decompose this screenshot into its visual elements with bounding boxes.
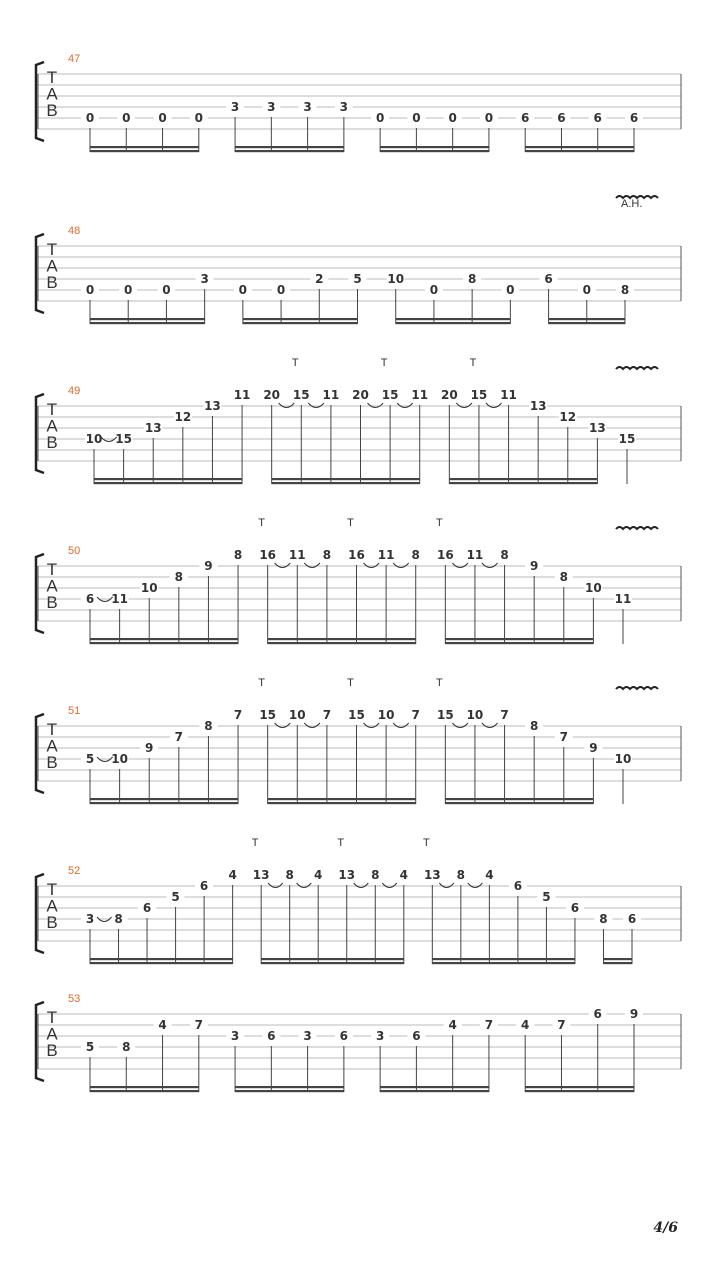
fret-number: 6 [521, 111, 530, 125]
beam-secondary [272, 478, 420, 480]
tap-marker: T [380, 357, 388, 369]
fret-number: 13 [529, 399, 547, 413]
fret-number: 0 [484, 111, 494, 125]
fret-number: 3 [267, 100, 276, 114]
fret-number: 0 [158, 111, 167, 125]
fret-number: 6 [339, 1029, 349, 1043]
fret-number: 6 [199, 879, 209, 893]
fret-number: 8 [322, 548, 332, 562]
tie-arc [393, 723, 409, 728]
tie-arc [297, 883, 312, 888]
fret-number: 8 [122, 1040, 131, 1054]
fret-number: 10 [387, 272, 405, 286]
fret-number: 10 [111, 752, 128, 766]
tap-marker: T [422, 837, 430, 849]
tab-clef-letter: B [46, 1041, 58, 1060]
beam-primary [235, 1090, 344, 1092]
fret-number: 8 [500, 548, 509, 562]
fret-number: 0 [582, 283, 591, 297]
fret-number: 16 [259, 548, 277, 562]
fret-number: 11 [233, 388, 251, 402]
fret-number: 8 [456, 868, 466, 882]
fret-number: 15 [115, 432, 132, 446]
tie-arc [268, 883, 283, 888]
fret-number: 10 [585, 581, 602, 595]
fret-number: 7 [174, 730, 184, 744]
beam-primary [268, 802, 416, 804]
fret-number: 3 [85, 912, 95, 926]
measure-number: 52 [68, 865, 81, 877]
artificial-harmonic-label: A.H. [621, 198, 643, 210]
tab-clef-letter: B [46, 101, 58, 120]
fret-number: 0 [194, 111, 203, 125]
beam-secondary [235, 1086, 344, 1088]
beam-primary [603, 962, 632, 964]
fret-number: 7 [233, 708, 243, 722]
fret-number: 3 [303, 1029, 312, 1043]
fret-number: 0 [506, 283, 515, 297]
fret-number: 3 [230, 1029, 240, 1043]
fret-number: 2 [315, 272, 324, 286]
beam-secondary [243, 318, 358, 320]
fret-number: 13 [252, 868, 270, 882]
beam-primary [445, 642, 593, 644]
beam-primary [380, 150, 489, 152]
fret-number: 6 [142, 901, 152, 915]
tap-marker: T [435, 517, 443, 529]
fret-number: 6 [593, 1007, 602, 1021]
tap-marker: T [347, 677, 354, 689]
fret-number: 12 [174, 410, 192, 424]
fret-number: 13 [589, 421, 606, 435]
beam-secondary [268, 798, 416, 800]
tab-clef-letter: B [46, 593, 58, 612]
fret-number: 0 [429, 283, 439, 297]
fret-number: 0 [448, 111, 457, 125]
beam-secondary [445, 798, 593, 800]
fret-number: 20 [440, 388, 458, 402]
beam-primary [380, 1090, 489, 1092]
beam-secondary [432, 958, 575, 960]
beam-secondary [380, 1086, 489, 1088]
fret-number: 8 [559, 570, 568, 584]
fret-number: 13 [204, 399, 221, 413]
beam-primary [90, 962, 233, 964]
fret-number: 6 [627, 912, 637, 926]
fret-number: 10 [614, 752, 632, 766]
fret-number: 6 [629, 111, 639, 125]
fret-number: 8 [371, 868, 380, 882]
tab-clef-letter: T [46, 720, 58, 739]
tab-clef-letter: T [46, 1008, 58, 1027]
tie-arc [439, 883, 454, 888]
fret-number: 0 [238, 283, 248, 297]
fret-number: 16 [348, 548, 365, 562]
beam-secondary [235, 146, 344, 148]
fret-number: 6 [513, 879, 523, 893]
beam-primary [90, 150, 199, 152]
tab-clef-letter: A [46, 576, 58, 596]
beam-secondary [90, 638, 238, 640]
tie-arc [456, 403, 472, 408]
fret-number: 4 [399, 868, 408, 882]
beam-primary [449, 482, 597, 484]
tie-arc [452, 723, 468, 728]
fret-number: 20 [352, 388, 369, 402]
tab-clef-letter: A [46, 896, 58, 916]
fret-number: 7 [411, 708, 420, 722]
tab-clef-letter: A [46, 84, 58, 104]
beam-secondary [603, 958, 632, 960]
tab-clef-letter: B [46, 433, 58, 452]
beam-primary [94, 482, 242, 484]
tab-clef-letter: B [46, 913, 58, 932]
tab-clef-letter: A [46, 416, 58, 436]
fret-number: 0 [375, 111, 385, 125]
tie-arc [275, 723, 291, 728]
tab-clef-letter: T [46, 880, 58, 899]
fret-number: 15 [348, 708, 365, 722]
fret-number: 8 [114, 912, 123, 926]
beam-secondary [525, 1086, 634, 1088]
fret-number: 9 [204, 559, 213, 573]
tie-arc [397, 403, 413, 408]
measure-52 [36, 837, 681, 964]
fret-number: 9 [629, 1007, 639, 1021]
tab-clef-letter: A [46, 256, 58, 276]
measure-51 [36, 677, 681, 804]
tie-arc [354, 883, 369, 888]
tab-clef-letter: T [46, 560, 58, 579]
beam-secondary [90, 146, 199, 148]
tap-marker: T [337, 837, 345, 849]
fret-number: 8 [620, 283, 630, 297]
tab-clef-letter: T [46, 400, 58, 419]
fret-number: 4 [485, 868, 494, 882]
beam-secondary [90, 1086, 199, 1088]
beam-secondary [261, 958, 404, 960]
beam-secondary [396, 318, 511, 320]
tie-arc [304, 563, 320, 568]
tab-clef-letter: B [46, 753, 58, 772]
tie-arc [304, 723, 320, 728]
fret-number: 5 [85, 752, 95, 766]
page-number: 4/6 [653, 1220, 678, 1236]
tap-marker: T [258, 517, 266, 529]
fret-number: 15 [381, 388, 399, 402]
fret-number: 0 [85, 283, 95, 297]
beam-primary [90, 642, 238, 644]
beam-primary [525, 1090, 634, 1092]
fret-number: 16 [436, 548, 454, 562]
vibrato-squiggle [616, 527, 658, 529]
fret-number: 10 [288, 708, 306, 722]
measure-number: 51 [68, 705, 81, 717]
fret-number: 3 [339, 100, 349, 114]
beam-secondary [525, 146, 634, 148]
fret-number: 4 [314, 868, 323, 882]
measure-number: 53 [68, 993, 81, 1005]
fret-number: 15 [292, 388, 310, 402]
tie-arc [364, 563, 380, 568]
beam-primary [90, 322, 205, 324]
tab-clef-letter: T [46, 68, 58, 87]
fret-number: 10 [140, 581, 158, 595]
fret-number: 13 [144, 421, 162, 435]
beam-secondary [94, 478, 242, 480]
measure-48 [36, 196, 681, 324]
fret-number: 8 [529, 719, 539, 733]
fret-number: 11 [411, 388, 429, 402]
beam-primary [90, 1090, 199, 1092]
beam-primary [272, 482, 420, 484]
tie-arc [275, 563, 291, 568]
beam-secondary [380, 146, 489, 148]
fret-number: 0 [412, 111, 421, 125]
vibrato-squiggle [616, 687, 658, 689]
measure-number: 49 [68, 385, 81, 397]
beam-primary [432, 962, 575, 964]
tie-arc [482, 723, 498, 728]
fret-number: 7 [557, 1018, 566, 1032]
fret-number: 15 [470, 388, 488, 402]
fret-number: 11 [322, 388, 340, 402]
fret-number: 11 [500, 388, 517, 402]
fret-number: 8 [599, 912, 608, 926]
fret-number: 0 [122, 111, 131, 125]
fret-number: 7 [194, 1018, 203, 1032]
fret-number: 12 [559, 410, 577, 424]
fret-number: 6 [267, 1029, 276, 1043]
fret-number: 6 [544, 272, 553, 286]
fret-number: 8 [411, 548, 420, 562]
fret-number: 7 [484, 1018, 494, 1032]
fret-number: 9 [529, 559, 539, 573]
fret-number: 4 [158, 1018, 167, 1032]
beam-primary [261, 962, 404, 964]
fret-number: 6 [593, 111, 602, 125]
fret-number: 6 [557, 111, 566, 125]
beam-primary [525, 150, 634, 152]
fret-number: 11 [111, 592, 128, 606]
tie-arc [364, 723, 380, 728]
tap-marker: T [469, 357, 477, 369]
fret-number: 4 [448, 1018, 457, 1032]
tie-arc [308, 403, 324, 408]
tap-marker: T [291, 357, 299, 369]
fret-number: 7 [322, 708, 332, 722]
beam-secondary [268, 638, 416, 640]
beam-primary [549, 322, 625, 324]
beam-secondary [90, 958, 233, 960]
beam-secondary [90, 318, 205, 320]
fret-number: 11 [288, 548, 306, 562]
fret-number: 11 [377, 548, 395, 562]
fret-number: 11 [614, 592, 632, 606]
tie-arc [368, 403, 384, 408]
measure-number: 47 [68, 53, 81, 65]
beam-primary [445, 802, 593, 804]
beam-primary [90, 802, 238, 804]
fret-number: 5 [542, 890, 551, 904]
fret-number: 10 [85, 432, 103, 446]
fret-number: 0 [276, 283, 286, 297]
fret-number: 3 [303, 100, 312, 114]
measure-number: 48 [68, 225, 81, 237]
fret-number: 9 [145, 741, 154, 755]
fret-number: 0 [124, 283, 133, 297]
fret-number: 3 [230, 100, 240, 114]
fret-number: 15 [259, 708, 277, 722]
fret-number: 8 [233, 548, 243, 562]
fret-number: 0 [85, 111, 95, 125]
tab-clef-letter: T [46, 240, 58, 259]
measure-49 [36, 357, 681, 484]
fret-number: 6 [570, 901, 580, 915]
fret-number: 8 [174, 570, 184, 584]
beam-primary [268, 642, 416, 644]
tie-arc [482, 563, 498, 568]
tab-clef-letter: A [46, 736, 58, 756]
tap-marker: T [258, 677, 266, 689]
fret-number: 7 [500, 708, 509, 722]
fret-number: 13 [338, 868, 356, 882]
fret-number: 4 [521, 1018, 530, 1032]
tap-marker: T [347, 517, 354, 529]
fret-number: 9 [589, 741, 598, 755]
fret-number: 5 [85, 1040, 95, 1054]
tap-marker: T [251, 837, 259, 849]
measure-47 [36, 53, 681, 152]
beam-secondary [549, 318, 625, 320]
beam-secondary [445, 638, 593, 640]
vibrato-squiggle [616, 367, 658, 369]
fret-number: 10 [466, 708, 484, 722]
fret-number: 3 [200, 272, 209, 286]
fret-number: 11 [466, 548, 484, 562]
fret-number: 5 [171, 890, 180, 904]
beam-secondary [90, 798, 238, 800]
beam-primary [396, 322, 511, 324]
fret-number: 8 [285, 868, 294, 882]
fret-number: 6 [85, 592, 95, 606]
fret-number: 15 [436, 708, 454, 722]
tie-arc [452, 563, 468, 568]
fret-number: 6 [412, 1029, 421, 1043]
tie-arc [486, 403, 502, 408]
fret-number: 20 [263, 388, 281, 402]
fret-number: 8 [467, 272, 477, 286]
fret-number: 3 [375, 1029, 385, 1043]
tie-arc [382, 883, 397, 888]
tab-clef-letter: B [46, 273, 58, 292]
beam-primary [243, 322, 358, 324]
fret-number: 8 [204, 719, 213, 733]
fret-number: 0 [162, 283, 171, 297]
tie-arc [279, 403, 295, 408]
tie-arc [393, 563, 409, 568]
fret-number: 4 [228, 868, 237, 882]
fret-number: 5 [353, 272, 362, 286]
tab-clef-letter: A [46, 1024, 58, 1044]
fret-number: 7 [559, 730, 568, 744]
fret-number: 13 [423, 868, 441, 882]
measure-number: 50 [68, 545, 81, 557]
measure-50 [36, 517, 681, 644]
tap-marker: T [435, 677, 443, 689]
tie-arc [468, 883, 483, 888]
fret-number: 15 [618, 432, 636, 446]
measure-53 [36, 993, 681, 1092]
fret-number: 10 [377, 708, 395, 722]
beam-primary [235, 150, 344, 152]
beam-secondary [449, 478, 597, 480]
